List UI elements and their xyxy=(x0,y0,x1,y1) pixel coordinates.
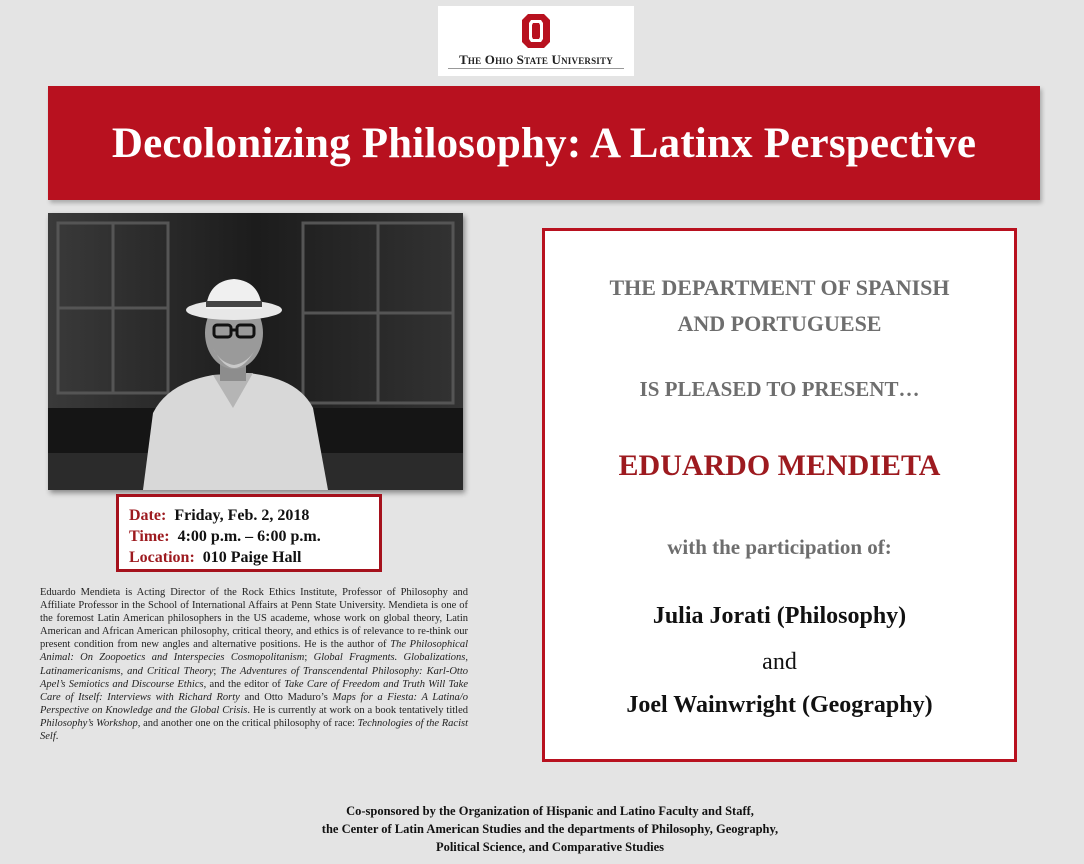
bio-text: . He is currently at work on a book tentatively titled xyxy=(247,704,469,716)
bio-text: . xyxy=(55,731,59,743)
bio-text: and another one on the critical philosophy of race: xyxy=(140,717,358,729)
book-title: Global Fragments. Globalizations, Latinamericanisms, and Critical Theory xyxy=(40,652,469,677)
presentation-panel xyxy=(542,228,1017,762)
participant-2: Joel Wainwright (Geography) xyxy=(626,692,933,718)
time-row xyxy=(129,526,379,547)
book-title: Philosophy’s Workshop, xyxy=(40,717,141,729)
bio-text: , and the editor of xyxy=(203,678,285,690)
location-value: 010 Paige Hall xyxy=(202,549,302,566)
speaker-photo xyxy=(48,213,463,490)
title-banner xyxy=(48,86,1040,200)
block-o-icon xyxy=(522,14,550,48)
speaker-bio xyxy=(40,586,468,743)
presents-line: IS PLEASED TO PRESENT… xyxy=(639,377,920,401)
book-title: Maps for a Fiesta: A Latina/o Perspective on Knowledge and the Global Crisis xyxy=(40,691,468,716)
event-details-box xyxy=(116,494,382,572)
speaker-name: EDUARDO MENDIETA xyxy=(618,449,941,482)
university-logo xyxy=(438,6,634,76)
date-value: Friday, Feb. 2, 2018 xyxy=(174,507,310,524)
date-row xyxy=(129,505,379,526)
logo-divider xyxy=(448,68,624,69)
footer-line-2: the Center of Latin American Studies and the departments of Philosophy, Geography, xyxy=(321,822,779,836)
speaker-photo-illustration xyxy=(48,213,463,490)
book-title: The Philosophical Animal: On Zoopoetics and Interspecies Cosmopolitanism xyxy=(40,639,468,664)
time-label: Time: xyxy=(129,528,170,545)
department-line-2: AND PORTUGUESE xyxy=(677,311,882,336)
participant-1: Julia Jorati (Philosophy) xyxy=(652,603,907,629)
and-connector: and xyxy=(762,649,797,675)
footer-line-3: Political Science, and Comparative Studies xyxy=(435,840,665,854)
book-title: Take Care of Freedom and Truth Will Take Care of Itself: Interviews with Richard Rorty xyxy=(40,678,468,703)
department-line-1: THE DEPARTMENT OF SPANISH xyxy=(609,275,950,300)
participation-line: with the participation of: xyxy=(667,535,892,559)
event-title: Decolonizing Philosophy: A Latinx Perspective xyxy=(111,119,977,167)
book-title: Technologies of the Racist Self xyxy=(40,717,468,743)
cosponsor-footer xyxy=(250,802,850,856)
time-value: 4:00 p.m. – 6:00 p.m. xyxy=(177,528,321,545)
bio-text: Eduardo Mendieta is Acting Director of the Rock Ethics Institute, Professor of Philosophy and Affiliate Professor in the School of International Affairs at Penn State University. Mendieta is one of the foremost Latin American philosophers in the US academe, whose work on global theory, Latin American and African American philosophy, critical theory, and ethics is of relevance to re-think our present condition from new angles and alternative positions. He is the author of xyxy=(40,587,468,651)
bio-text: ; xyxy=(304,652,314,664)
footer-line-1: Co-sponsored by the Organization of Hispanic and Latino Faculty and Staff, xyxy=(346,804,754,818)
location-label: Location: xyxy=(129,549,195,566)
bio-text: and Otto Maduro’s xyxy=(239,691,333,703)
logo-text: The Ohio State University xyxy=(459,52,613,67)
date-label: Date: xyxy=(129,507,167,524)
location-row xyxy=(129,547,379,568)
bio-text: ; xyxy=(213,665,221,677)
book-title: The Adventures of Transcendental Philosophy: Karl-Otto Apel’s Semiotics and Discourse Ethics xyxy=(40,665,469,690)
